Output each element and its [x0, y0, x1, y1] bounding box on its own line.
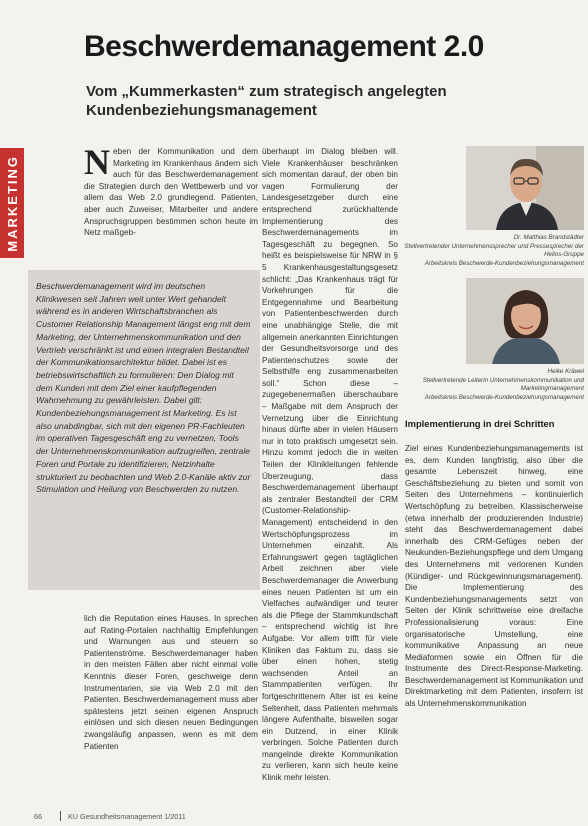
column-2	[262, 146, 398, 810]
article-subtitle: Vom „Kummerkasten“ zum strategisch angelegten Kundenbeziehungsmanagement	[86, 83, 447, 119]
page-number: 66	[34, 812, 42, 821]
column-3-text: Ziel eines Kundenbeziehungsmanagements ist es, dem Kunden langfristig, also über die gesamte Lebenszeit hinweg, eine Geschäftsbeziehung zu bieten und somit von Seiten des Unternehmens – kontinuierlich Wertschöpfung zu betreiben. Klassischerweise (etwa innerhalb der produzierenden Industrie) steht das Beschwerdemanagement dabei innerhalb des CRM-Gefüges neben der Neukunden-Beziehungspflege und dem Umgang des Unternehmens mit verlorenen Kunden (Kündiger- und Rückgewinnungsmanagement). Die Implementierung des Kundenbeziehungsmanagements setzt von Seiten der Klinik schrittweise eine dreifache Professionalisierung voraus: Eine organisatorische Umstellung, eine kommunikative Anpassung an neue Mediaformen sowie ein Öffnen für die Instrumente des Direct-Response-Marketing. Beschwerdemanagement ist Kommunikation und Direktmarketing mit dem Patienten, insofern ist als Unternehmenskommunikation	[405, 444, 583, 709]
publication-name: KU Gesundheitsmanagement 1/2011	[68, 812, 186, 821]
section-tab	[0, 148, 24, 258]
author-photo-2	[466, 278, 584, 364]
column-1-continued	[84, 613, 258, 809]
column-1-intro	[84, 146, 258, 262]
photo-caption-2	[398, 368, 584, 402]
caption-2-org: Arbeitskreis Beschwerde-Kundenbeziehungsmanagement	[424, 393, 584, 401]
pull-quote-box	[28, 270, 260, 590]
author-photo-1	[466, 146, 584, 230]
portrait-man-image	[466, 146, 584, 230]
caption-1-name: Dr. Matthias Brandstädter	[513, 234, 584, 241]
pull-quote-text: Beschwerdemanagement wird im deutschen Klinikwesen seit Jahren weit unter Wert gehandelt während es in anderen Wirtschaftsbranchen als Customer Relationship Management längst eng mit dem Marketing, der Unternehmenskommunikation und den Vertrieb verschränkt ist und einen integralen Bestandteil der Kommunikationsarchitektur bildet. Dabei ist es betriebswirtschaftlich zu formulieren: Den Dialog mit dem Kunden mit dem Ziel einer kaufpflegenden Wahrnehmung zu gewährleisten. Dabei gilt: Kundenbeziehungsmanagement ist Marketing. Es ist also unabdingbar, sich mit den eigenen PR-Fachleuten im operativen Tagesgeschäft eng zu vernetzen, Tools der Unternehmenskommunikation aufzugreifen, zentrale Foren und Portale zu identifizieren, Netzinhalte strukturiert zu beobachten und Web 2.0-Kanäle aktiv zur Stimulation und Heilung von Beschwerden zu nutzen.	[36, 281, 251, 495]
caption-2-name: Heike Kräwel	[547, 368, 584, 375]
footer-divider	[60, 811, 61, 821]
column-1-continued-text: lich die Reputation eines Hauses. In sprechen auf Rating-Portalen nachhaltig Empfehlungen und Warnungen aus und steuern so Patientenströme. Beschwerdemanager haben in den meisten Fällen aber nicht einmal volle Kenntnis dieser Foren, geschweige denn Instrumentarien, sie via Web 2.0 mit den Patienten. Beschwerdemanagement muss aber spätestens jetzt seinen eigenen Anspruch einlösen und sich diesen neuen Bedingungen zwangsläufig anpassen, wenn es mit dem Patienten	[84, 614, 258, 751]
column-2-text: überhaupt im Dialog bleiben will. Viele Krankenhäuser beschränken sich momentan darauf, der oben bin vagen Formulierung der Landesgesetzgeber durch eine entsprechend zurückhaltende Implementierung des Beschwerdemanagements im Tagesgeschäft zu begegnen. So heißt es beispielsweise für NRW in § 5 Krankenhausgestaltungsgesetz schlicht: „Das Krankenhaus trägt für Vorkehrungen für die Entgegennahme und Bearbeitung von Patientenbeschwerden durch eine unabhängige Stelle, die mit allgemein anerkannten Einrichtungen der Gesundheitsvorsorge und des Patientenschutzes sowie der Selbsthilfe eng zusammenarbeiten soll.“ Schon diese – zugegebenermaßen überschaubare – Maßgabe mit dem Anspruch der Vernetzung über die Einrichtung hinaus dürfte aber in vielen Häusern nur in toto praktisch umgesetzt sein. Hinzu kommt jedoch die in weiten Teilen der Klinikleitungen fehlende Überzeugung, dass Beschwerdemanagement überhaupt als zentraler Bestandteil der CRM (Customer-Relationship-Management) entscheidend in den Wertschöpfungsprozess im Unternehmen einzahlt. Als Erfahrungswert gegen tagtäglichen Arbeit zeichnen aber viele Beschwerdemanager die Anwerbung eines neuen Patienten ist um ein Vielfaches aufwändiger und teurer als die Pflege der Stammkundschaft – entsprechend wichtig ist ihre Aufgabe. Vor allem trifft für viele Kliniken das Faktum zu, dass sie über einen hohen, stetig wachsenden Anteil an Stammpatienten verfügen. Ihr fortgeschrittenem Alter ist es keine Seltenheit, dass Patienten mehrmals längere Aufenthalte, bisweilen sogar ein Dutzend, in einer Klinik verbringen. Solche Patienten durch mangelnde direkte Kommunikation zu verlieren, kann sich heute keine Klinik mehr leisten.	[262, 147, 398, 783]
portrait-woman-image	[466, 278, 584, 364]
caption-2-role: Stellvertretende Leiterin Unternehmenskommunikation und Marketingmanagement	[422, 376, 584, 393]
drop-cap: N	[84, 146, 110, 182]
section-tab-label: MARKETING	[4, 154, 20, 252]
caption-1-role: Stellvertretender Unternehmenssprecher und Pressesprecher der Helios-Gruppe	[404, 242, 584, 259]
caption-1-org: Arbeitskreis Beschwerde-Kundenbeziehungsmanagement	[424, 259, 584, 267]
column-3	[405, 443, 583, 809]
photo-caption-1	[398, 234, 584, 268]
column-1-intro-text: eben der Kommunikation und dem Marketing im Krankenhaus ändern sich auch für das Beschwerdemanagement die Strategien durch den Wettbewerb und vor allem das Web 2.0 grundlegend. Patienten, aber auch Zuweiser, Mitarbeiter und andere Anspruchsgruppen bestimmen schon heute im Netz maßgeb-	[84, 147, 258, 238]
section-heading: Implementierung in drei Schritten	[405, 418, 555, 429]
article-title: Beschwerdemanagement 2.0	[84, 30, 484, 63]
